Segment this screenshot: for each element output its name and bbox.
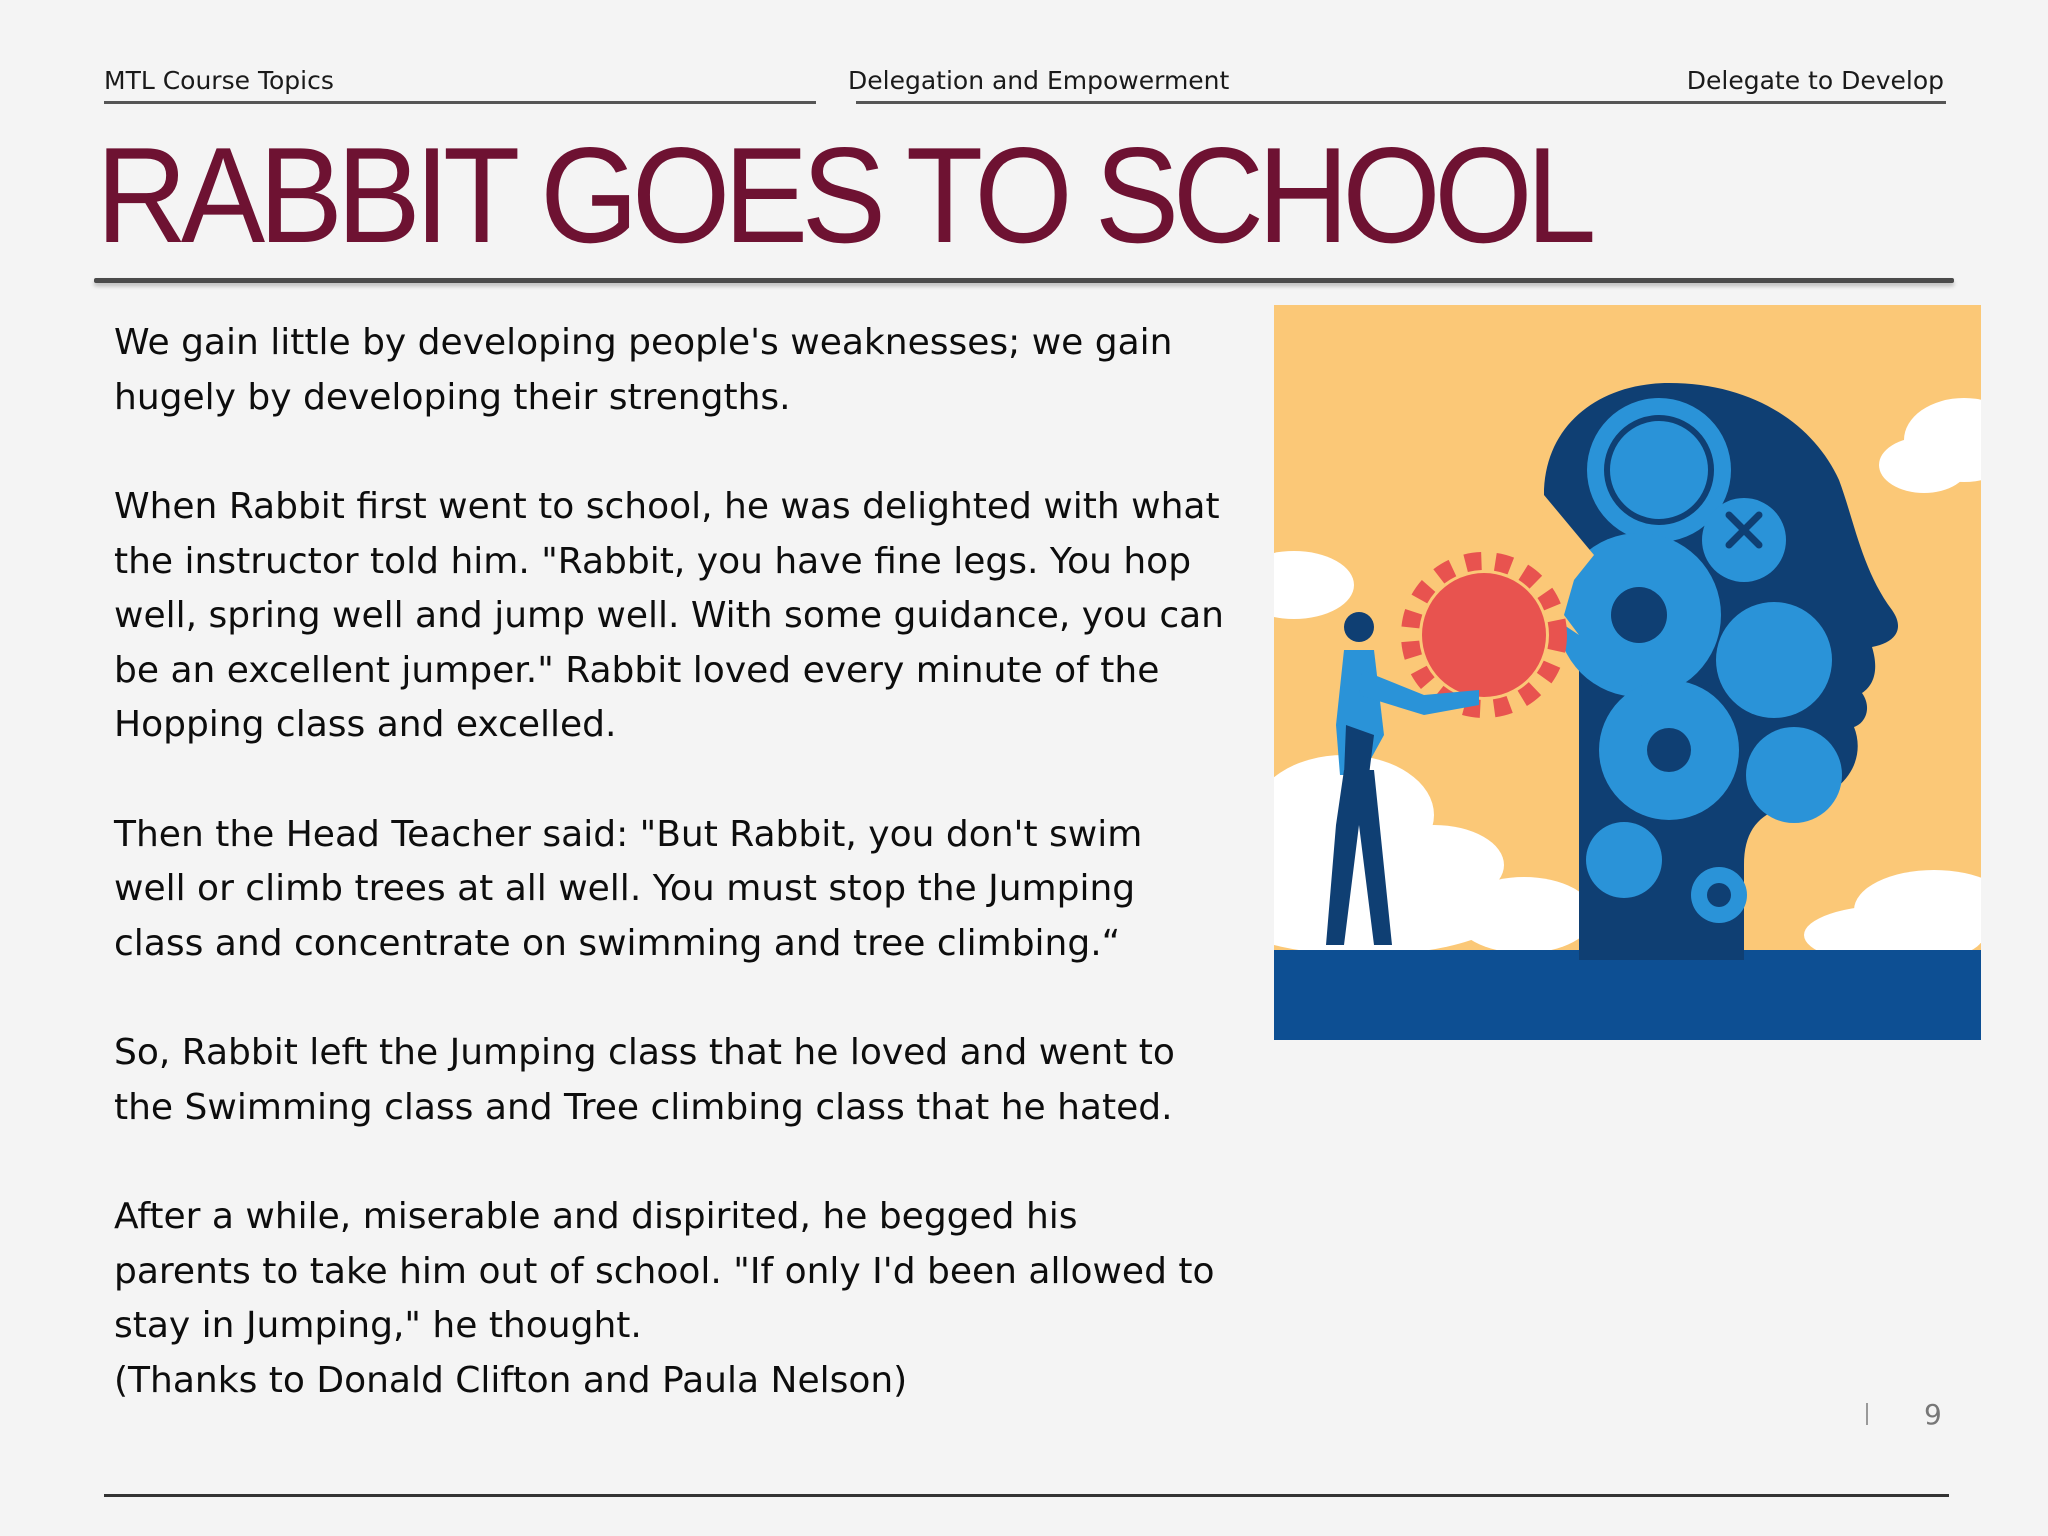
illustration-svg xyxy=(1274,305,1981,1040)
header-divider-right xyxy=(856,101,1946,104)
title-underline xyxy=(94,278,1954,283)
paragraph-ending-text: After a while, miserable and dispirited, he begged his parents to take him out of school. "If only I'd been allowed to stay in Jumping," he thought. xyxy=(114,1196,1215,1346)
credit-line: (Thanks to Donald Clifton and Paula Nelson) xyxy=(114,1359,908,1401)
page-number-separator xyxy=(1866,1403,1868,1425)
slide-title: RABBIT GOES TO SCHOOL xyxy=(96,119,1590,271)
paragraph-first-school: When Rabbit first went to school, he was delighted with what the instructor told him. "Rabbit, you have fine legs. You hop well, spring well and jump well. With some guidance, you can be an excellent jumper." Rabbit loved every minute of the Hopping class and excelled. xyxy=(114,486,1224,745)
header-subsection-title: Delegate to Develop xyxy=(1686,66,1944,95)
paragraph-left-class: So, Rabbit left the Jumping class that he loved and went to the Swimming class and Tree climbing class that he hated. xyxy=(114,1032,1175,1128)
paragraph-intro: We gain little by developing people's weaknesses; we gain hugely by developing their strengths. xyxy=(114,322,1173,418)
paragraph-head-teacher: Then the Head Teacher said: "But Rabbit, you don't swim well or climb trees at all well. You must stop the Jumping class and concentrate on swimming and tree climbing.“ xyxy=(114,813,1143,964)
header-course-topics: MTL Course Topics xyxy=(104,66,334,95)
footer-divider xyxy=(104,1494,1949,1497)
paragraph-ending xyxy=(114,1190,1224,1408)
illustration-head-gears xyxy=(1274,305,1981,1040)
header-divider-left xyxy=(104,101,816,104)
header-section-title: Delegation and Empowerment xyxy=(848,66,1230,95)
illustration-ground xyxy=(1274,950,1981,1040)
page-number: 9 xyxy=(1924,1398,1942,1431)
story-text xyxy=(114,316,1224,1408)
